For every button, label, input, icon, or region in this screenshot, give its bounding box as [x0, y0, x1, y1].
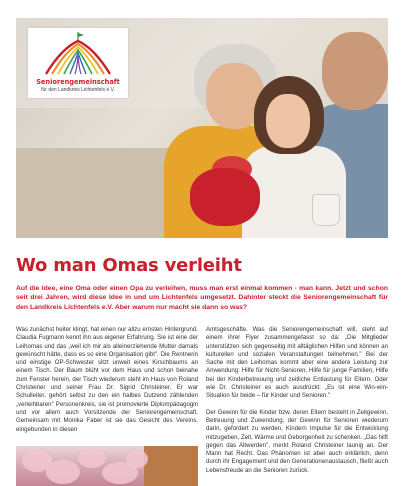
organization-logo [28, 28, 128, 98]
tent-logo-icon [28, 28, 128, 80]
body-paragraph: Der Gewinn für die Kinder bzw. deren Eltern besteht in Zeitgewinn, Betreuung und Zuwendung, der Gewinn für Senioren wiederum darin, gefordert zu werden, Kindern Impulse für die Entwicklung mitzugeben, Zeit, Wärme und Geborgenheit zu schenken. „Das hilft gegen das Altwerden", merkt Roland Christeiner launig an. Der Mann hat Recht. Das Phänomen ist aber auch erklärlich, denn durch ihr Engagement und den Generationenaustausch, fließt auch Lebensfreude an die Senioren zurück. [206, 408, 388, 474]
article-teaser: Auf die Idee, eine Oma oder einen Opa zu verleihen, muss man erst einmal kommen - man kann. Jetzt und schon seit drei Jahren, wird diese Idee in und um Lichtenfels umgesetzt. Dahinter steckt die Seniorengemeinschaft für den Landkreis Lichtenfels e.V. Aber warum nur macht sie dann so was? [16, 285, 388, 311]
article-column-left [16, 326, 198, 442]
body-paragraph: Amtsgeschäfte. Was die Seniorengemeinschaft will, steht auf einem ihrer Flyer zusammengefasst so da: „Die Mitglieder unterstützen sich gegenseitig mit alltäglichen Hilfen und können an kulturellen und sozialen Veranstaltungen teilnehmen." Bei der Sache mit den Leihomas kommt aber eine andere Leistung zur Anwendung: Hilfe für Nicht-Senioren, Hilfe für junge Familien, Hilfe bei der Kinderbetreuung und zeitliche Entlastung für Eltern. Oder wie Dr. Christeiner es auch ausdrückt: „Es ist eine Win-win-Situation für beide – für Kinder und Senioren." [206, 326, 388, 400]
article-column-right [206, 326, 388, 483]
article-headline: Wo man Omas verleiht [16, 255, 242, 276]
logo-title: Seniorengemeinschaft [36, 78, 120, 86]
body-paragraph: Was zunächst heiter klingt, hat einen nur allzu ernsten Hintergrund. Claudia Fugmann kennt ihn aus eigener Erfahrung. Sie ist eine der Leihomas und das „weil ich mir als alleinerziehende Mutter damals gewünscht hätte, dass es so eine Organisation gibt". Die Rentnerin und einstige OP-Schwester sitzt unweit eines Kirschbaums an einem Tisch. Der Baum blüht vor dem Haus und schon beinahe zum Fenster herein, der Tisch wiederum steht im Haus von Roland Christeiner und seiner Frau Dr. Sigrid Christeiner. Er war Schulleiter, gehört selbst zu den ein halbes Dutzend zählenden „verleihbaren" Personenkreis, sie ist promovierte Diplompädagogin und vor allem auch Vorsitzende der Seniorengemeinschaft. Gemeinsam mit Monika Faber ist sie das Gesicht des Vereins, eingebunden in diesen [16, 326, 198, 433]
yarn-ball [190, 168, 260, 226]
cherry-blossom-photo [16, 446, 198, 486]
logo-subtitle: für den Landkreis Lichtenfels e.V. [41, 87, 115, 93]
